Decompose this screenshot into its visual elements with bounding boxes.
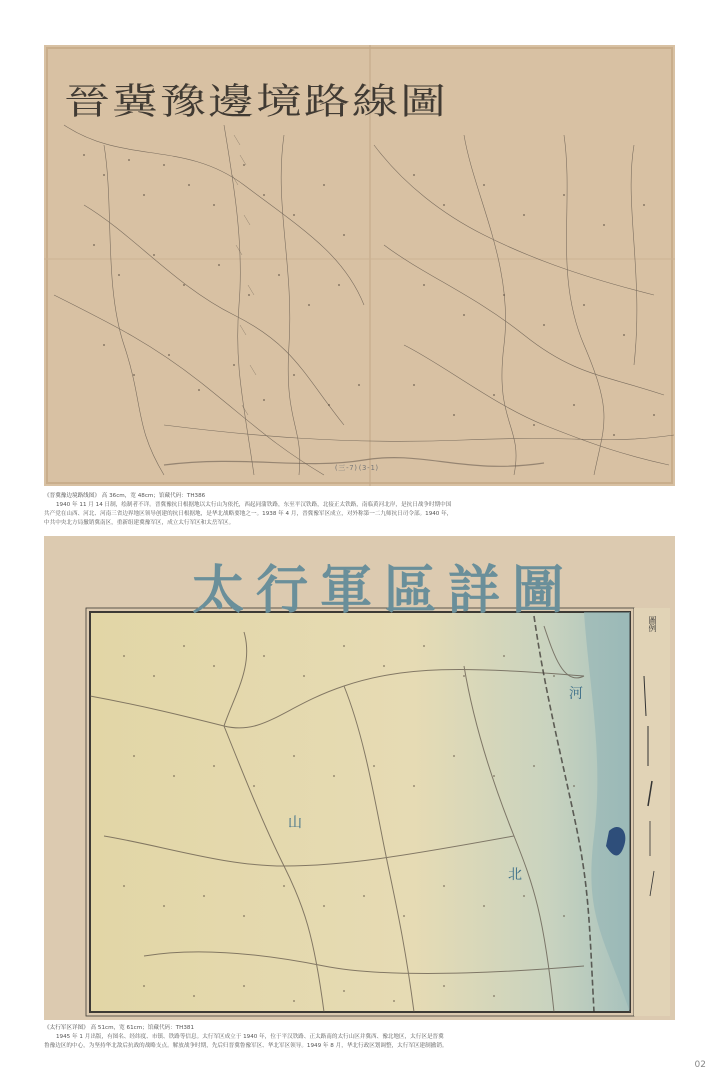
page-number: 02 bbox=[694, 1060, 706, 1070]
map-place-label-2: 山 bbox=[288, 815, 302, 831]
caption-top-title: 《晋冀豫边境路线图》 bbox=[44, 493, 100, 499]
caption-bottom bbox=[44, 1024, 684, 1051]
caption-bottom-specs: 高 51cm，宽 61cm；馆藏代码：TH381 bbox=[90, 1025, 195, 1031]
caption-top-heading bbox=[44, 492, 684, 501]
caption-bottom-heading bbox=[44, 1024, 684, 1033]
caption-top-line-1: 1940 年 11 月 14 日制，绘制者不详。晋冀豫抗日根据地以太行山为依托，西起同蒲铁路，东至平汉铁路，北接正太铁路，南临黄河北岸，是抗日战争时期中国 bbox=[56, 502, 452, 508]
caption-top-specs: 高 36cm，宽 48cm；馆藏代码：TH386 bbox=[101, 493, 206, 499]
map-image-top bbox=[44, 45, 675, 486]
map-image-bottom bbox=[44, 536, 675, 1020]
map-place-label-1: 河 bbox=[569, 686, 583, 702]
map-title-top: 晉冀豫邊境路線圖 bbox=[64, 80, 448, 123]
map-place-label-3: 北 bbox=[508, 867, 522, 883]
caption-bottom-line-1: 1945 年 1 月出版，有图名、经纬度、市镇、铁路等信息。太行军区成立于 1940 年，位于平汉铁路、正太路南的太行山区并冀西、豫北地区，太行区是晋冀 bbox=[56, 1034, 444, 1040]
caption-top bbox=[44, 492, 684, 528]
map-title-bottom: 太行軍區詳圖 bbox=[192, 560, 577, 621]
caption-bottom-title: 《太行军区详图》 bbox=[44, 1025, 89, 1031]
map-corner-note: (三-7)(3-1) bbox=[334, 464, 379, 472]
map-legend-title: 圖例 bbox=[648, 616, 657, 632]
caption-top-line-3: 中共中央北方局撤销冀南区，重新组建冀豫军区，成立太行军区和太岳军区。 bbox=[44, 520, 235, 526]
caption-bottom-line-2: 鲁豫边区的中心，为坚持华北敌后抗战的战略支点。解放战争时期，先后归晋冀鲁豫军区、华北军区领导。1949 年 8 月，华北行政区划调整，太行军区建制撤销。 bbox=[44, 1043, 448, 1049]
caption-top-line-2: 共产党在山西、河北、河南三省边界地区领导创建的抗日根据地，是华北战略要地之一。1938 年 4 月，晋冀豫军区成立，对外称第一二九师抗日司令部。1940 年， bbox=[44, 511, 453, 517]
